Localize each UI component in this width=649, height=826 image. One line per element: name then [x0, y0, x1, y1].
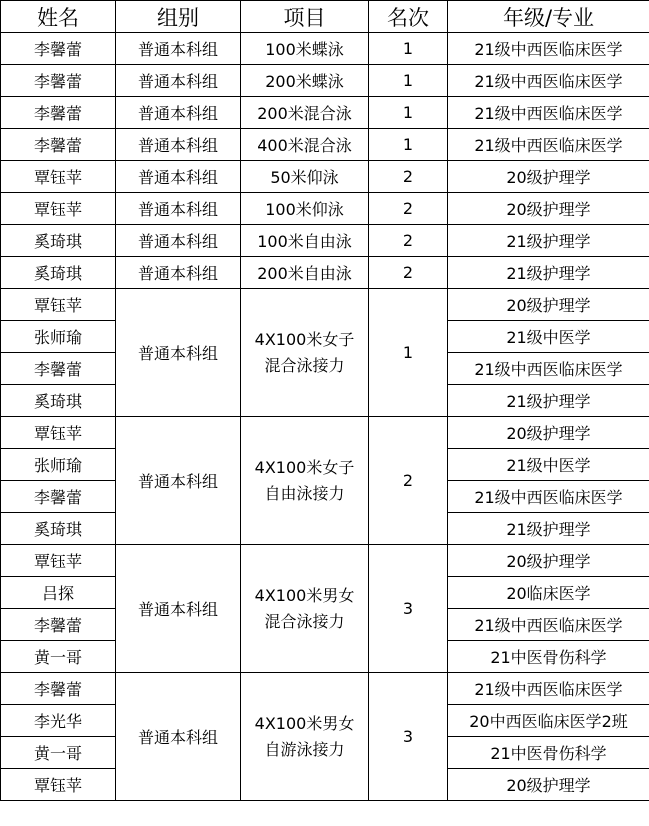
cell-event: 4X100米女子 自由泳接力 — [241, 417, 369, 545]
table-row — [1, 33, 649, 65]
table-row — [1, 225, 649, 257]
cell-name: 黄一哥 — [1, 737, 116, 769]
cell-name: 李馨蕾 — [1, 609, 116, 641]
header-row — [1, 1, 649, 33]
cell-event: 200米自由泳 — [241, 257, 369, 289]
table-row — [1, 97, 649, 129]
cell-event: 4X100米男女 自游泳接力 — [241, 673, 369, 801]
relay-row — [1, 289, 649, 321]
cell-rank: 2 — [369, 225, 448, 257]
cell-major: 21级中西医临床医学 — [448, 673, 649, 705]
cell-name: 覃钰苹 — [1, 545, 116, 577]
table-row — [1, 193, 649, 225]
cell-major: 21级护理学 — [448, 257, 649, 289]
cell-name: 覃钰苹 — [1, 769, 116, 801]
cell-major: 21级中西医临床医学 — [448, 353, 649, 385]
cell-rank: 2 — [369, 417, 448, 545]
cell-name: 奚琦琪 — [1, 225, 116, 257]
cell-major: 20级护理学 — [448, 545, 649, 577]
cell-name: 李光华 — [1, 705, 116, 737]
cell-name: 张师瑜 — [1, 449, 116, 481]
cell-name: 张师瑜 — [1, 321, 116, 353]
cell-rank: 3 — [369, 545, 448, 673]
cell-major: 21级护理学 — [448, 385, 649, 417]
table-row — [1, 161, 649, 193]
relay-row — [1, 417, 649, 449]
cell-group: 普通本科组 — [116, 545, 241, 673]
table-row — [1, 65, 649, 97]
cell-major: 21中医骨伤科学 — [448, 641, 649, 673]
cell-major: 21级中西医临床医学 — [448, 609, 649, 641]
cell-major: 21级中西医临床医学 — [448, 33, 649, 65]
cell-group: 普通本科组 — [116, 257, 241, 289]
cell-group: 普通本科组 — [116, 33, 241, 65]
cell-rank: 1 — [369, 97, 448, 129]
cell-major: 20中西医临床医学2班 — [448, 705, 649, 737]
cell-major: 21级中医学 — [448, 449, 649, 481]
cell-major: 20临床医学 — [448, 577, 649, 609]
cell-rank: 1 — [369, 129, 448, 161]
header-rank: 名次 — [369, 1, 448, 33]
cell-rank: 1 — [369, 33, 448, 65]
cell-group: 普通本科组 — [116, 417, 241, 545]
cell-event: 100米自由泳 — [241, 225, 369, 257]
relay-row — [1, 545, 649, 577]
cell-group: 普通本科组 — [116, 65, 241, 97]
header-major: 年级/专业 — [448, 1, 649, 33]
cell-event: 200米蝶泳 — [241, 65, 369, 97]
cell-name: 覃钰苹 — [1, 417, 116, 449]
cell-rank: 1 — [369, 65, 448, 97]
cell-name: 李馨蕾 — [1, 129, 116, 161]
cell-major: 21级中西医临床医学 — [448, 65, 649, 97]
cell-rank: 1 — [369, 289, 448, 417]
table-body — [1, 33, 649, 801]
cell-major: 20级护理学 — [448, 289, 649, 321]
cell-name: 李馨蕾 — [1, 481, 116, 513]
cell-group: 普通本科组 — [116, 289, 241, 417]
cell-group: 普通本科组 — [116, 97, 241, 129]
cell-major: 21中医骨伤科学 — [448, 737, 649, 769]
cell-name: 奚琦琪 — [1, 385, 116, 417]
cell-name: 覃钰苹 — [1, 193, 116, 225]
cell-major: 21级护理学 — [448, 513, 649, 545]
cell-event: 400米混合泳 — [241, 129, 369, 161]
cell-rank: 3 — [369, 673, 448, 801]
cell-name: 奚琦琪 — [1, 257, 116, 289]
cell-event: 4X100米男女 混合泳接力 — [241, 545, 369, 673]
cell-major: 21级中西医临床医学 — [448, 97, 649, 129]
cell-major: 20级护理学 — [448, 417, 649, 449]
table-row — [1, 257, 649, 289]
cell-name: 覃钰苹 — [1, 289, 116, 321]
cell-group: 普通本科组 — [116, 673, 241, 801]
cell-major: 20级护理学 — [448, 769, 649, 801]
cell-name: 奚琦琪 — [1, 513, 116, 545]
cell-rank: 2 — [369, 257, 448, 289]
cell-group: 普通本科组 — [116, 161, 241, 193]
cell-event: 4X100米女子 混合泳接力 — [241, 289, 369, 417]
cell-name: 李馨蕾 — [1, 353, 116, 385]
cell-name: 吕探 — [1, 577, 116, 609]
cell-event: 50米仰泳 — [241, 161, 369, 193]
cell-name: 覃钰苹 — [1, 161, 116, 193]
header-event: 项目 — [241, 1, 369, 33]
cell-rank: 2 — [369, 193, 448, 225]
cell-group: 普通本科组 — [116, 225, 241, 257]
header-group: 组别 — [116, 1, 241, 33]
cell-major: 20级护理学 — [448, 193, 649, 225]
cell-group: 普通本科组 — [116, 129, 241, 161]
cell-major: 21级中西医临床医学 — [448, 481, 649, 513]
cell-major: 21级中医学 — [448, 321, 649, 353]
cell-name: 黄一哥 — [1, 641, 116, 673]
cell-event: 100米仰泳 — [241, 193, 369, 225]
relay-row — [1, 673, 649, 705]
cell-major: 21级护理学 — [448, 225, 649, 257]
cell-major: 21级中西医临床医学 — [448, 129, 649, 161]
cell-name: 李馨蕾 — [1, 97, 116, 129]
table-row — [1, 129, 649, 161]
header-name: 姓名 — [1, 1, 116, 33]
cell-rank: 2 — [369, 161, 448, 193]
cell-event: 200米混合泳 — [241, 97, 369, 129]
cell-group: 普通本科组 — [116, 193, 241, 225]
cell-major: 20级护理学 — [448, 161, 649, 193]
cell-name: 李馨蕾 — [1, 33, 116, 65]
cell-event: 100米蝶泳 — [241, 33, 369, 65]
cell-name: 李馨蕾 — [1, 673, 116, 705]
cell-name: 李馨蕾 — [1, 65, 116, 97]
